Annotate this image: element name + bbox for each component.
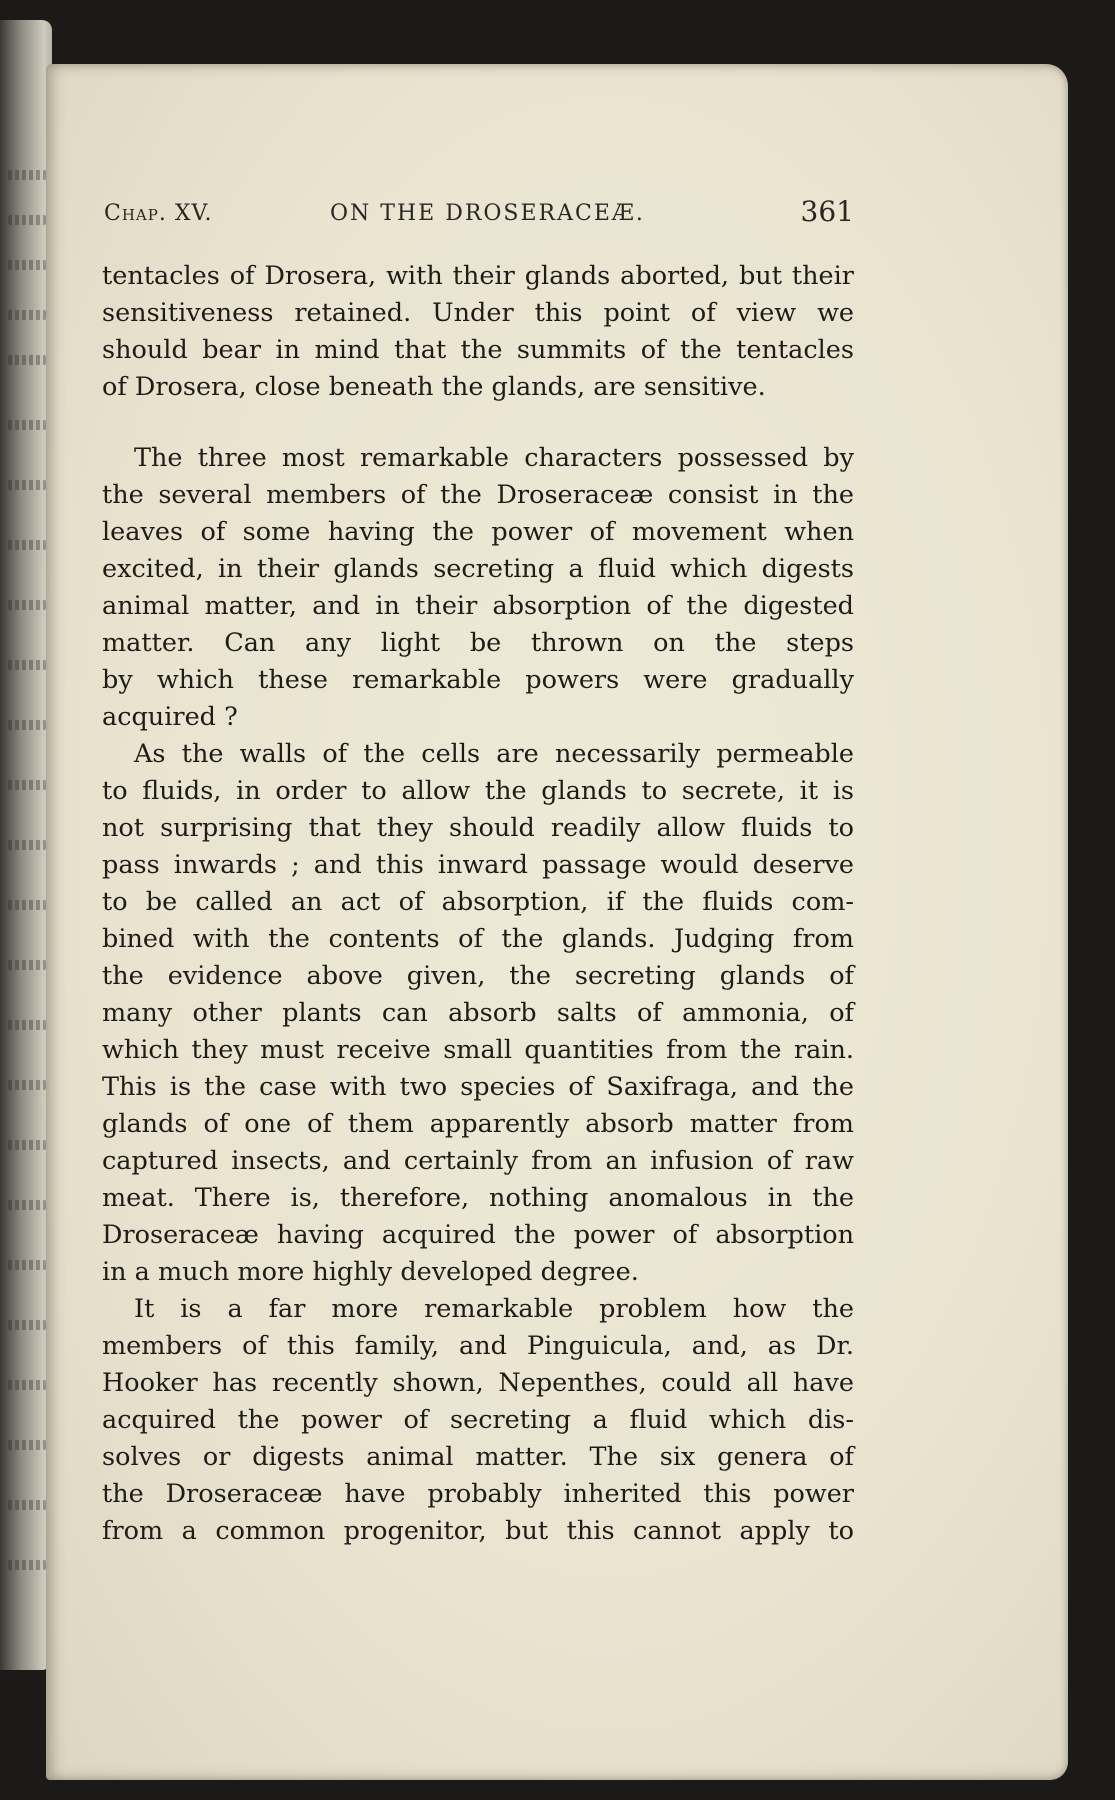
chapter-label: Chap. XV.: [104, 201, 213, 226]
paragraph: [102, 440, 854, 736]
bleed-through-mark: [8, 1380, 46, 1390]
paragraph: [102, 1291, 854, 1550]
text-line: This is the case with two species of Saxifraga, and the: [102, 1072, 854, 1102]
bleed-through-mark: [8, 1020, 46, 1030]
bleed-through-mark: [8, 660, 46, 670]
text-line: The three most remarkable characters possessed by: [134, 443, 854, 473]
text-line: the several members of the Droseraceæ consist in the: [102, 480, 854, 510]
paragraph: [102, 736, 854, 1291]
text-line: solves or digests animal matter. The six genera of: [102, 1442, 854, 1472]
body-text: [102, 258, 854, 1550]
text-line: sensitiveness retained. Under this point of view we: [102, 298, 854, 328]
text-line: which they must receive small quantities from the rain.: [102, 1035, 854, 1065]
text-line: pass inwards ; and this inward passage would deserve: [102, 850, 854, 880]
bleed-through-mark: [8, 1320, 46, 1330]
text-line: members of this family, and Pinguicula, and, as Dr.: [102, 1331, 854, 1361]
text-line: the evidence above given, the secreting glands of: [102, 961, 854, 991]
bleed-through-mark: [8, 260, 46, 270]
bleed-through-mark: [8, 840, 46, 850]
text-line: not surprising that they should readily allow fluids to: [102, 813, 854, 843]
text-line: Hooker has recently shown, Nepenthes, could all have: [102, 1368, 854, 1398]
paragraph-gap: [102, 406, 854, 440]
bleed-through-mark: [8, 310, 46, 320]
bleed-through-mark: [8, 1140, 46, 1150]
bleed-through-mark: [8, 170, 46, 180]
text-line: captured insects, and certainly from an infusion of raw: [102, 1146, 854, 1176]
text-line: As the walls of the cells are necessarily permeable: [134, 739, 854, 769]
bleed-through-mark: [8, 1260, 46, 1270]
text-line: excited, in their glands secreting a fluid which digests: [102, 554, 854, 584]
text-line: the Droseraceæ have probably inherited this power: [102, 1479, 854, 1509]
bleed-through-mark: [8, 1500, 46, 1510]
previous-page-edge: [0, 20, 52, 1670]
text-line: acquired ?: [102, 702, 238, 732]
text-line: animal matter, and in their absorption of the digested: [102, 591, 854, 621]
text-line: to fluids, in order to allow the glands to secrete, it is: [102, 776, 854, 806]
bleed-through-mark: [8, 900, 46, 910]
text-line: by which these remarkable powers were gradually: [102, 665, 854, 695]
text-line: tentacles of Drosera, with their glands aborted, but their: [102, 261, 854, 291]
text-line: leaves of some having the power of movement when: [102, 517, 854, 547]
text-line: glands of one of them apparently absorb matter from: [102, 1109, 854, 1139]
bleed-through-mark: [8, 1560, 46, 1570]
bleed-through-mark: [8, 960, 46, 970]
text-line: acquired the power of secreting a fluid which dis-: [102, 1405, 854, 1435]
bleed-through-mark: [8, 1080, 46, 1090]
running-title: ON THE DROSERACEÆ.: [330, 201, 645, 226]
bleed-through-mark: [8, 720, 46, 730]
text-line: It is a far more remarkable problem how the: [134, 1294, 854, 1324]
paragraph: [102, 258, 854, 406]
text-line: Droseraceæ having acquired the power of absorption: [102, 1220, 854, 1250]
text-line: to be called an act of absorption, if the fluids com-: [102, 887, 854, 917]
bleed-through-mark: [8, 420, 46, 430]
bleed-through-mark: [8, 480, 46, 490]
text-line: bined with the contents of the glands. Judging from: [102, 924, 854, 954]
text-line: meat. There is, therefore, nothing anomalous in the: [102, 1183, 854, 1213]
bleed-through-mark: [8, 215, 46, 225]
text-line: matter. Can any light be thrown on the steps: [102, 628, 854, 658]
bleed-through-mark: [8, 1200, 46, 1210]
text-line: from a common progenitor, but this cannot apply to: [102, 1516, 854, 1546]
running-header: [104, 195, 854, 235]
text-line: should bear in mind that the summits of the tentacles: [102, 335, 854, 365]
page-number: 361: [800, 195, 854, 228]
bleed-through-mark: [8, 355, 46, 365]
bleed-through-mark: [8, 600, 46, 610]
bleed-through-mark: [8, 1440, 46, 1450]
text-line: of Drosera, close beneath the glands, are sensitive.: [102, 372, 766, 402]
text-line: many other plants can absorb salts of ammonia, of: [102, 998, 854, 1028]
text-line: in a much more highly developed degree.: [102, 1257, 639, 1287]
bleed-through-mark: [8, 780, 46, 790]
bleed-through-mark: [8, 540, 46, 550]
